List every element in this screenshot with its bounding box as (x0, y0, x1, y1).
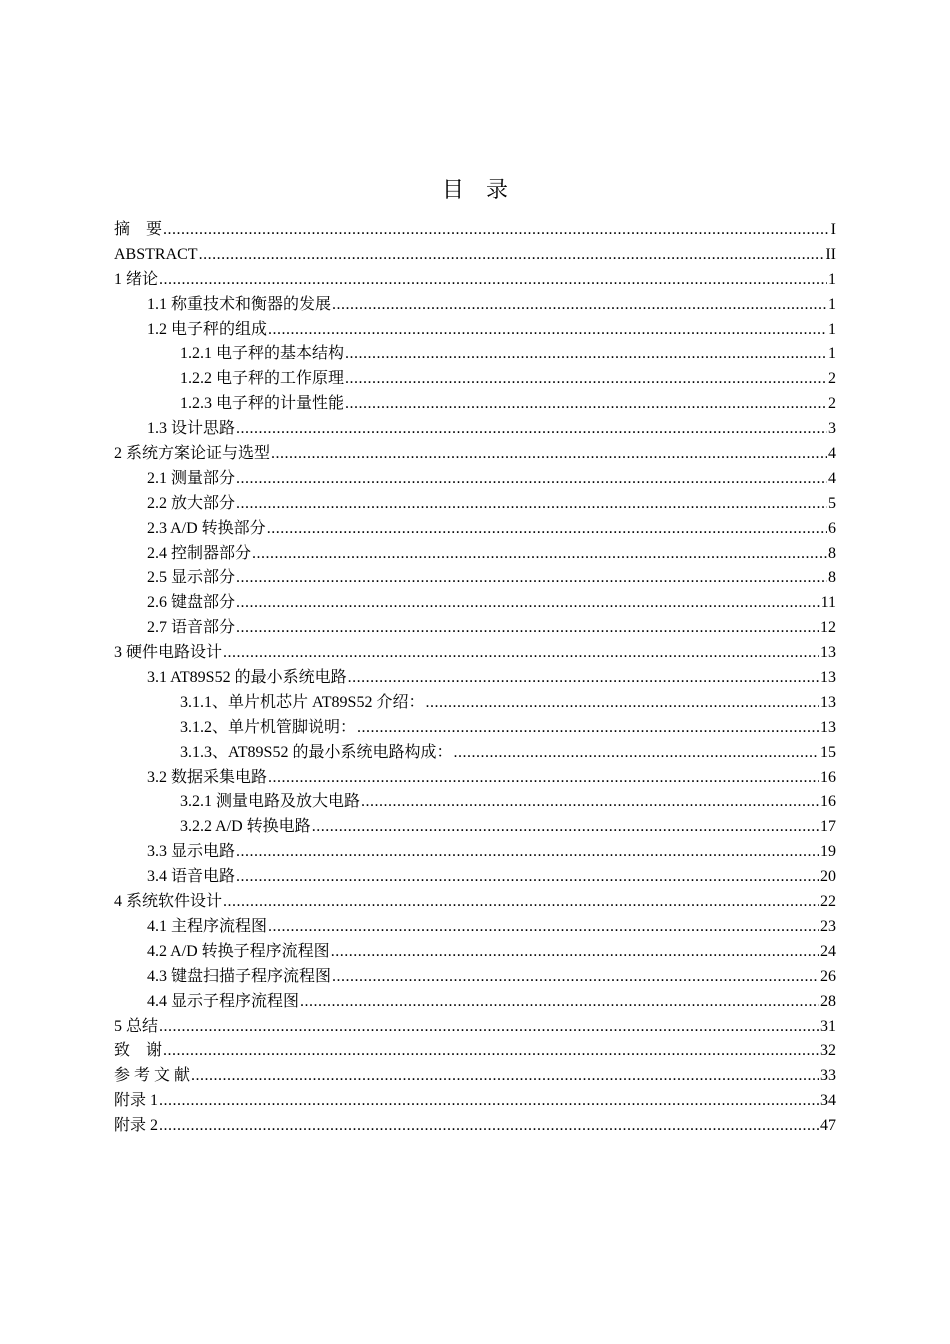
toc-entry[interactable] (114, 1114, 836, 1139)
toc-entry-page-number: 8 (828, 569, 836, 587)
toc-entry-label: 3.2.1 测量电路及放大电路 (180, 793, 361, 811)
toc-entry-label: 2 系统方案论证与选型 (114, 445, 271, 463)
toc-entry-page-number: 1 (828, 345, 836, 363)
toc-entry-label: 3.3 显示电路 (147, 843, 236, 861)
toc-entry-page-number: 1 (828, 270, 836, 288)
toc-entry[interactable] (114, 342, 836, 367)
toc-entry[interactable] (114, 716, 836, 741)
toc-entry[interactable] (114, 915, 836, 940)
toc-entry-page-number: 2 (828, 370, 836, 388)
toc-entry[interactable] (114, 268, 836, 293)
toc-entry[interactable] (114, 865, 836, 890)
toc-entry-label: 3.1.3、AT89S52 的最小系统电路构成： (180, 743, 453, 761)
toc-entry-page-number: 8 (828, 544, 836, 562)
toc-entry[interactable] (114, 566, 836, 591)
toc-entry[interactable] (114, 1064, 836, 1089)
toc-title: 目 录 (441, 178, 508, 203)
toc-entry-page-number: 13 (820, 644, 836, 662)
toc-entry-page-number: 4 (828, 445, 836, 463)
toc-entry-label: 1.2.3 电子秤的计量性能 (180, 395, 345, 413)
toc-entry-label: 3 硬件电路设计 (114, 644, 223, 662)
toc-dot-leader (332, 965, 819, 990)
toc-entry[interactable] (114, 691, 836, 716)
toc-entry[interactable] (114, 990, 836, 1015)
toc-entry-page-number: I (830, 221, 836, 238)
toc-dot-leader (453, 741, 819, 766)
toc-dot-leader (236, 616, 819, 641)
toc-entry-page-number: 16 (820, 793, 836, 811)
toc-dot-leader (331, 940, 819, 965)
toc-entry-label: 1.2.2 电子秤的工作原理 (180, 370, 345, 388)
toc-entry-page-number: 17 (820, 818, 836, 836)
toc-entry-page-number: 34 (820, 1092, 836, 1110)
toc-dot-leader (267, 517, 827, 542)
toc-entry[interactable] (114, 392, 836, 417)
toc-entry-label: 附录 1 (114, 1092, 159, 1110)
toc-dot-leader (268, 318, 827, 343)
toc-entry-page-number: 24 (820, 942, 836, 960)
toc-entry[interactable] (114, 840, 836, 865)
toc-entry-page-number: II (825, 245, 836, 263)
toc-entry-page-number: 19 (820, 843, 836, 861)
toc-entry-label: 3.1 AT89S52 的最小系统电路 (147, 669, 347, 687)
toc-dot-leader (159, 268, 827, 293)
toc-dot-leader (199, 243, 825, 268)
toc-entry-page-number: 33 (820, 1067, 836, 1085)
toc-entry-label: 2.3 A/D 转换部分 (147, 519, 266, 537)
toc-entry-label: 3.1.1、单片机芯片 AT89S52 介绍： (180, 693, 425, 711)
toc-entry[interactable] (114, 1089, 836, 1114)
toc-entry-label: 4.1 主程序流程图 (147, 917, 268, 935)
toc-entry-page-number: 47 (820, 1117, 836, 1135)
toc-dot-leader (271, 442, 827, 467)
toc-entry-page-number: 13 (820, 718, 836, 736)
toc-dot-leader (236, 417, 827, 442)
toc-entry[interactable] (114, 790, 836, 815)
toc-entry-page-number: 28 (820, 992, 836, 1010)
toc-entry[interactable] (114, 492, 836, 517)
toc-entry-page-number: 23 (820, 917, 836, 935)
toc-entry-label: 1 绪论 (114, 270, 159, 288)
toc-entry-page-number: 4 (828, 469, 836, 487)
toc-dot-leader (345, 392, 827, 417)
toc-entry[interactable] (114, 293, 836, 318)
toc-dot-leader (268, 915, 819, 940)
toc-dot-leader (236, 840, 819, 865)
toc-entry[interactable] (114, 766, 836, 791)
toc-entry[interactable] (114, 965, 836, 990)
toc-entry-label: 2.1 测量部分 (147, 469, 236, 487)
toc-entry[interactable] (114, 890, 836, 915)
toc-dot-leader (159, 1089, 819, 1114)
toc-entry-page-number: 16 (820, 768, 836, 786)
toc-dot-leader (345, 342, 827, 367)
toc-entry-label: 4.2 A/D 转换子程序流程图 (147, 942, 330, 960)
toc-entry-page-number: 31 (820, 1017, 836, 1035)
toc-entry-label: 5 总结 (114, 1017, 159, 1035)
toc-dot-leader (332, 293, 827, 318)
toc-entry-label: 附录 2 (114, 1117, 159, 1135)
toc-entry[interactable] (114, 741, 836, 766)
toc-entry-label: ABSTRACT (114, 245, 198, 263)
toc-dot-leader (268, 766, 819, 791)
toc-entry-label: 参 考 文 献 (114, 1067, 191, 1085)
toc-dot-leader (163, 218, 830, 243)
toc-dot-leader (345, 367, 827, 392)
toc-entry-label: 2.4 控制器部分 (147, 544, 252, 562)
toc-entry-page-number: 20 (820, 868, 836, 886)
toc-entry-label: 致 谢 (114, 1042, 163, 1060)
toc-entry[interactable] (114, 467, 836, 492)
toc-entry-label: 4 系统软件设计 (114, 893, 223, 911)
toc-entry-label: 2.5 显示部分 (147, 569, 236, 587)
toc-entry-page-number: 12 (820, 619, 836, 637)
toc-entry-label: 1.1 称重技术和衡器的发展 (147, 295, 332, 313)
toc-entry-label: 3.1.2、单片机管脚说明： (180, 718, 357, 736)
toc-entry-label: 2.6 键盘部分 (147, 594, 236, 612)
toc-dot-leader (357, 716, 819, 741)
toc-entry-page-number: 13 (820, 693, 836, 711)
toc-entry[interactable] (114, 367, 836, 392)
toc-entry[interactable] (114, 1015, 836, 1040)
toc-entry[interactable] (114, 815, 836, 840)
toc-entry-label: 3.2.2 A/D 转换电路 (180, 818, 311, 836)
toc-dot-leader (236, 467, 827, 492)
toc-dot-leader (348, 666, 819, 691)
toc-entry[interactable] (114, 542, 836, 567)
toc-entry[interactable] (114, 666, 836, 691)
toc-dot-leader (223, 890, 819, 915)
toc-dot-leader (312, 815, 819, 840)
toc-entry-label: 2.2 放大部分 (147, 494, 236, 512)
toc-entry-page-number: 15 (820, 743, 836, 761)
toc-entry[interactable] (114, 243, 836, 268)
toc-entry[interactable] (114, 318, 836, 343)
toc-entry[interactable] (114, 442, 836, 467)
toc-dot-leader (163, 1039, 819, 1064)
toc-dot-leader (236, 492, 827, 517)
table-of-contents (114, 218, 836, 1139)
toc-dot-leader (223, 641, 819, 666)
toc-entry-page-number: 22 (820, 893, 836, 911)
toc-entry[interactable] (114, 616, 836, 641)
toc-entry-label: 1.2.1 电子秤的基本结构 (180, 345, 345, 363)
toc-dot-leader (159, 1015, 819, 1040)
toc-dot-leader (252, 542, 827, 567)
toc-entry[interactable] (114, 517, 836, 542)
toc-dot-leader (159, 1114, 819, 1139)
toc-entry-label: 3.4 语音电路 (147, 868, 236, 886)
toc-entry-page-number: 32 (820, 1042, 836, 1060)
toc-dot-leader (236, 865, 819, 890)
toc-entry-label: 摘 要 (114, 221, 163, 238)
toc-entry[interactable] (114, 218, 836, 243)
toc-entry-label: 1.2 电子秤的组成 (147, 320, 268, 338)
toc-entry-page-number: 6 (828, 519, 836, 537)
toc-entry-page-number: 1 (828, 320, 836, 338)
toc-entry-label: 3.2 数据采集电路 (147, 768, 268, 786)
toc-entry-page-number: 2 (828, 395, 836, 413)
toc-entry-page-number: 5 (828, 494, 836, 512)
toc-dot-leader (361, 790, 819, 815)
toc-entry-page-number: 26 (820, 967, 836, 985)
toc-entry[interactable] (114, 940, 836, 965)
toc-entry-label: 4.3 键盘扫描子程序流程图 (147, 967, 332, 985)
toc-entry-page-number: 11 (820, 594, 836, 612)
toc-entry[interactable] (114, 1039, 836, 1064)
toc-dot-leader (191, 1064, 819, 1089)
toc-dot-leader (236, 591, 820, 616)
toc-dot-leader (300, 990, 819, 1015)
toc-entry-page-number: 13 (820, 669, 836, 687)
toc-entry[interactable] (114, 417, 836, 442)
toc-entry-label: 4.4 显示子程序流程图 (147, 992, 300, 1010)
toc-entry-page-number: 3 (828, 420, 836, 438)
toc-dot-leader (425, 691, 819, 716)
toc-dot-leader (236, 566, 827, 591)
toc-entry-label: 2.7 语音部分 (147, 619, 236, 637)
toc-entry-label: 1.3 设计思路 (147, 420, 236, 438)
toc-entry[interactable] (114, 591, 836, 616)
toc-entry-page-number: 1 (828, 295, 836, 313)
toc-entry[interactable] (114, 641, 836, 666)
